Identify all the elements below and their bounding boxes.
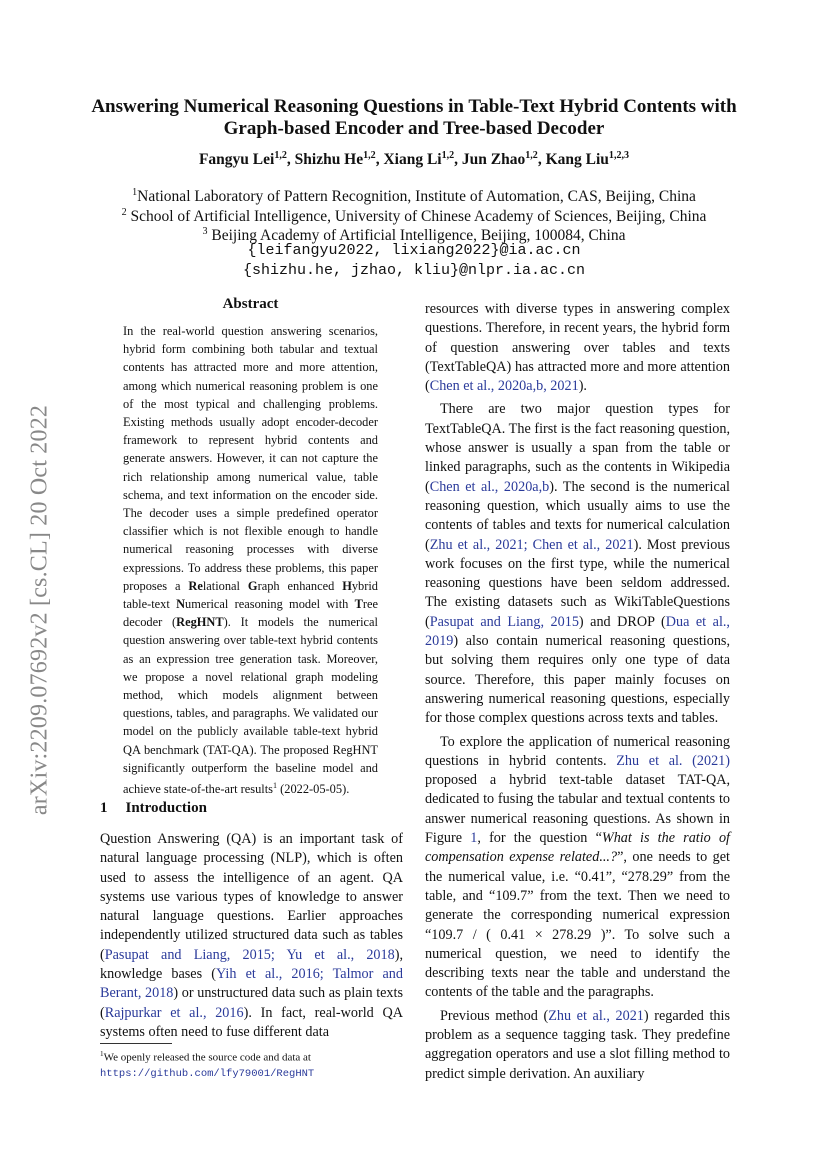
body-text: , for the question “ [477, 830, 602, 847]
body-text: Previous method ( [440, 1007, 549, 1024]
body-text: proposed a hybrid text-table dataset TAT-QA, dedicated to fusing the tabular and textual contents to answer numerical reasoning questions. As shown in Figure [425, 772, 730, 847]
paragraph [425, 1007, 730, 1084]
footnote-rule [100, 1043, 172, 1044]
abstract-bold: N [176, 597, 186, 612]
abstract-bold: Re [188, 578, 203, 593]
body-text: ) also contain numerical reasoning questions, but solving them requires only one type of data source. Therefore, this paper mainly focuses on answering numerical reasoning questions, especially for those complex questions across texts and tables. [425, 633, 730, 727]
author-affiliation-mark: 1,2 [274, 150, 287, 161]
author-separator: , [375, 151, 384, 169]
author-list [60, 146, 768, 170]
affiliation-mark: 3 [202, 226, 208, 237]
paper-title: Answering Numerical Reasoning Questions in Table-Text Hybrid Contents with Graph-based Encoder and Tree-based Decoder [91, 96, 737, 139]
section-heading-introduction [100, 800, 207, 817]
paragraph [425, 400, 730, 728]
abstract-text: lational [202, 578, 248, 593]
affiliation-text: School of Artificial Intelligence, University of Chinese Academy of Sciences, Beijing, China [126, 208, 707, 226]
abstract-text: ). It models the numerical question answering over table-text hybrid contents as an expression tree generation task. Moreover, we propose a novel relational graph modeling method, which models alignment between questions, tables, and paragraphs. We validated our model on the publicly available table-text hybrid QA benchmark (TAT-QA). The proposed RegHNT significantly outperform the baseline model and achieve state-of-the-art results [123, 615, 379, 797]
citation-link[interactable]: Pasupat and Liang, 2015 [429, 613, 579, 630]
affiliation-mark: 2 [121, 207, 127, 218]
abstract-bold: G [247, 578, 258, 593]
affiliation-text: Beijing Academy of Artificial Intelligence, Beijing, 100084, China [207, 227, 626, 245]
citation-link[interactable]: Yih et al., 2016; Talmor and Berant, 2018 [100, 966, 403, 1002]
footnote-mark: 1 [100, 1050, 104, 1058]
abstract-body [123, 322, 378, 798]
citation-link[interactable]: Dua et al., 2019 [425, 613, 730, 650]
footnote [100, 1047, 405, 1082]
affiliation-mark: 1 [132, 187, 138, 198]
author-separator: , [454, 151, 462, 169]
author-affiliation-mark: 1,2 [441, 150, 455, 161]
abstract-text: In the real-world question answering scenarios, hybrid form combining both tabular and textual contents has attracted more and more attention, among which numerical reasoning problem is one of the most typical and challenging problems. Existing methods usually adopt encoder-decoder framework to represent hybrid contents and generate answers. However, it can not capture the rich relationship among numerical value, table schema, and text information on the encoder side. The decoder uses a simple predefined operator classifier which is not flexible enough to handle numerical reasoning processes with diverse expressions. To address these problems, this paper proposes a [123, 324, 378, 593]
abstract-text: ree decoder ( [123, 597, 379, 630]
question-quote: What is the ratio of compensation expense related...? [425, 830, 730, 866]
author-affiliation-mark: 1,2 [363, 150, 376, 161]
citation-link[interactable]: Zhu et al. (2021) [616, 752, 730, 769]
author-name: Kang Liu [545, 151, 609, 169]
body-text: ) and DROP ( [578, 613, 666, 630]
abstract-heading: Abstract [222, 296, 279, 312]
paragraph [425, 300, 730, 396]
abstract-text: raph enhanced [257, 578, 343, 593]
citation-link[interactable]: Pasupat and Liang, 2015; Yu et al., 2018 [104, 946, 395, 963]
abstract-text: umerical reasoning model with [185, 597, 355, 612]
abstract-bold: RegHNT [176, 615, 224, 630]
citation-link[interactable]: Chen et al., 2020a,b, 2021 [429, 378, 579, 395]
footnote-mark[interactable]: 1 [273, 781, 278, 791]
citation-link[interactable]: Chen et al., 2020a,b [429, 478, 550, 495]
footnote-text: We openly released the source code and data at [103, 1051, 311, 1064]
body-text: There are two major question types for TextTableQA. The first is the fact reasoning question, whose answer is usually a span from the table or linked paragraphs, such as the contents in Wikipedia ( [425, 401, 730, 495]
author-name: Fangyu Lei [198, 151, 275, 169]
author-affiliation-mark: 1,2 [525, 150, 538, 161]
intro-paragraph-1 [100, 830, 403, 1042]
affiliation-text: National Laboratory of Pattern Recognition, Institute of Automation, CAS, Beijing, China [137, 188, 696, 206]
body-text: ) regarded this problem as a sequence tagging task. They predefine aggregation operators and use a slot filling method to predict simple derivation. An auxiliary [425, 1007, 730, 1082]
arxiv-id: arXiv:2209.07692v2 [cs.CL] 20 Oct 2022 [26, 404, 53, 816]
footnote-url-link[interactable]: https://github.com/lfy79001/RegHNT [100, 1067, 315, 1080]
body-text: ). In fact, real-world QA systems often need to fuse different data [100, 1004, 403, 1040]
body-text: ). [578, 378, 587, 395]
body-text: ). The second is the numerical reasoning question, which usually aims to use the contents of tables and texts for numerical calculation ( [425, 478, 730, 553]
arxiv-sidebar [10, 360, 70, 860]
abstract-text: (2022-05-05). [277, 782, 350, 797]
body-text: ”, one needs to get the numerical value, i.e. “0.41”, “278.29” from the table, and “109.7” from the text. Then we need to generate the corresponding numerical expression “109.7 / ( 0.41 × 278.29 )”. To solve such a numerical question, we need to identify the describing texts near the table and understand the contents of the table and the paragraphs. [425, 849, 730, 1001]
body-text: Question Answering (QA) is an important task of natural language processing (NLP), which is often used to assess the intelligence of an agent. QA systems use various types of knowledge to answer natural language questions. Earlier approaches independently utilized structured data such as tables ( [100, 831, 403, 963]
citation-link[interactable]: Rajpurkar et al., 2016 [104, 1004, 244, 1021]
body-text: resources with diverse types in answering complex questions. Therefore, in recent years, the hybrid form of question answering over tables and texts (TextTableQA) has attracted more and more attention ( [425, 301, 730, 395]
email-line-1: {leifangyu2022, lixiang2022}@ia.ac.cn [247, 242, 581, 259]
body-text: ) or unstructured data such as plain texts ( [100, 985, 403, 1021]
paragraph [425, 733, 730, 1003]
author-separator: , [286, 151, 295, 169]
abstract-text: ybrid table-text [123, 578, 378, 612]
abstract-bold: H [342, 578, 352, 593]
author-name: Shizhu He [294, 151, 364, 169]
body-text: To explore the application of numerical reasoning questions in hybrid contents. [425, 733, 730, 769]
author-separator: , [537, 151, 546, 169]
author-name: Xiang Li [383, 151, 442, 169]
body-text: ). Most previous work focuses on the first type, while the numerical reasoning questions have been seldom addressed. The existing datasets such as WikiTableQuestions ( [425, 536, 730, 630]
citation-link[interactable]: Zhu et al., 2021; Chen et al., 2021 [429, 536, 634, 553]
abstract-bold: T [354, 597, 363, 612]
citation-link[interactable]: Zhu et al., 2021 [548, 1007, 644, 1024]
right-column [425, 300, 730, 1088]
author-name: Jun Zhao [461, 151, 526, 169]
section-number: 1 [100, 800, 108, 816]
section-title: Introduction [125, 800, 207, 816]
body-text: ), knowledge bases ( [100, 946, 403, 983]
author-affiliation-mark: 1,2,3 [608, 150, 630, 161]
figure-ref-link[interactable]: 1 [470, 830, 478, 847]
email-line-2: {shizhu.he, jzhao, kliu}@nlpr.ia.ac.cn [242, 262, 586, 279]
